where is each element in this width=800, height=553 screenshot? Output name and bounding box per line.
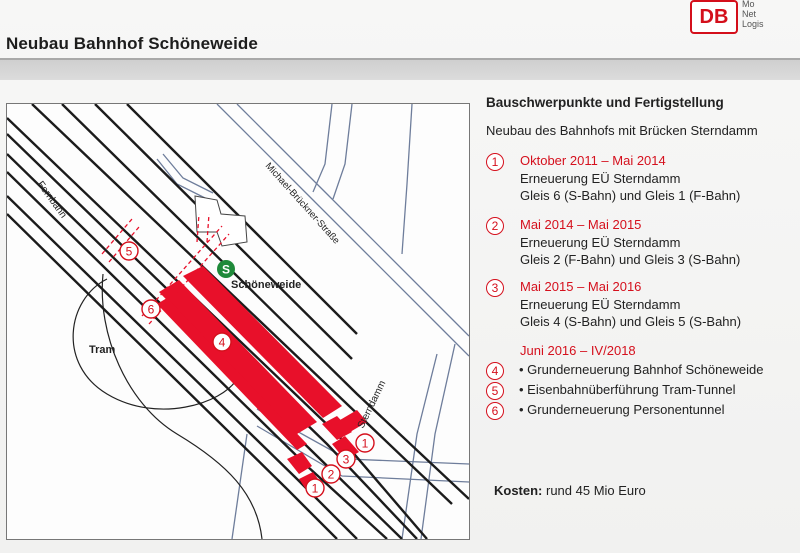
street-label-michael-brueckner: Michael-Brückner-Straße [262,160,342,247]
phase-tracks: Gleis 6 (S-Bahn) und Gleis 1 (F-Bahn) [520,188,741,203]
bullet-number-badge: 4 [486,362,504,380]
bullet-text: • Grunderneuerung Personentunnel [519,402,725,417]
svg-text:6: 6 [147,302,155,317]
db-logo-side-text: Mo Net Logis [742,0,764,29]
map-marker-4 [213,333,231,351]
tram-label: Tram [89,344,116,356]
map-marker-1-right [356,434,374,452]
phase-number-badge: 3 [486,279,504,297]
cost-label: Kosten: [494,483,543,498]
map-marker-6 [142,300,160,318]
phase-tracks: Gleis 2 (F-Bahn) und Gleis 3 (S-Bahn) [520,252,741,267]
svg-text:1: 1 [361,436,369,451]
panel-heading: Bauschwerpunkte und Fertigstellung [486,95,724,110]
map-marker-2 [322,465,340,483]
cost-line [494,483,646,498]
phase-description: Erneuerung EÜ Sterndamm [520,297,681,312]
phase-description: Erneuerung EÜ Sterndamm [520,235,681,250]
bullet-number-badge: 5 [486,382,504,400]
station-label: Schöneweide [231,279,302,291]
svg-text:3: 3 [342,452,350,467]
sbahn-icon [217,260,235,278]
street-label-sterndamm: Sterndamm [355,379,389,431]
svg-text:S: S [221,262,231,277]
phase-number-badge: 2 [486,217,504,235]
bullet-text: • Eisenbahnüberführung Tram-Tunnel [519,382,736,397]
station-building [195,196,247,246]
db-logo: DB [690,0,738,34]
cost-value: rund 45 Mio Euro [542,483,646,498]
bullet-text: • Grunderneuerung Bahnhof Schöneweide [519,362,764,377]
svg-text:2: 2 [327,467,335,482]
svg-text:1: 1 [311,481,319,496]
map-marker-5 [120,242,138,260]
svg-text:4: 4 [218,335,226,350]
phase-period: Mai 2014 – Mai 2015 [520,217,642,232]
phase-tracks: Gleis 4 (S-Bahn) und Gleis 5 (S-Bahn) [520,314,742,329]
panel-subheading: Neubau des Bahnhofs mit Brücken Sterndamm [486,123,758,138]
page-title: Neubau Bahnhof Schöneweide [6,34,258,53]
phase-period: Mai 2015 – Mai 2016 [520,279,642,294]
map-marker-3 [337,450,355,468]
site-map-drawing [7,104,469,539]
phase-period: Oktober 2011 – Mai 2014 [520,153,666,168]
final-phase-period: Juni 2016 – IV/2018 [520,343,636,358]
phase-number-badge: 1 [486,153,504,171]
bullet-number-badge: 6 [486,402,504,420]
title-divider-band [0,60,800,80]
phase-description: Erneuerung EÜ Sterndamm [520,171,681,186]
map-marker-1-left [306,479,324,497]
svg-text:5: 5 [125,244,133,259]
fernbahn-label: Fernbahn [34,179,69,221]
site-map [6,103,470,540]
